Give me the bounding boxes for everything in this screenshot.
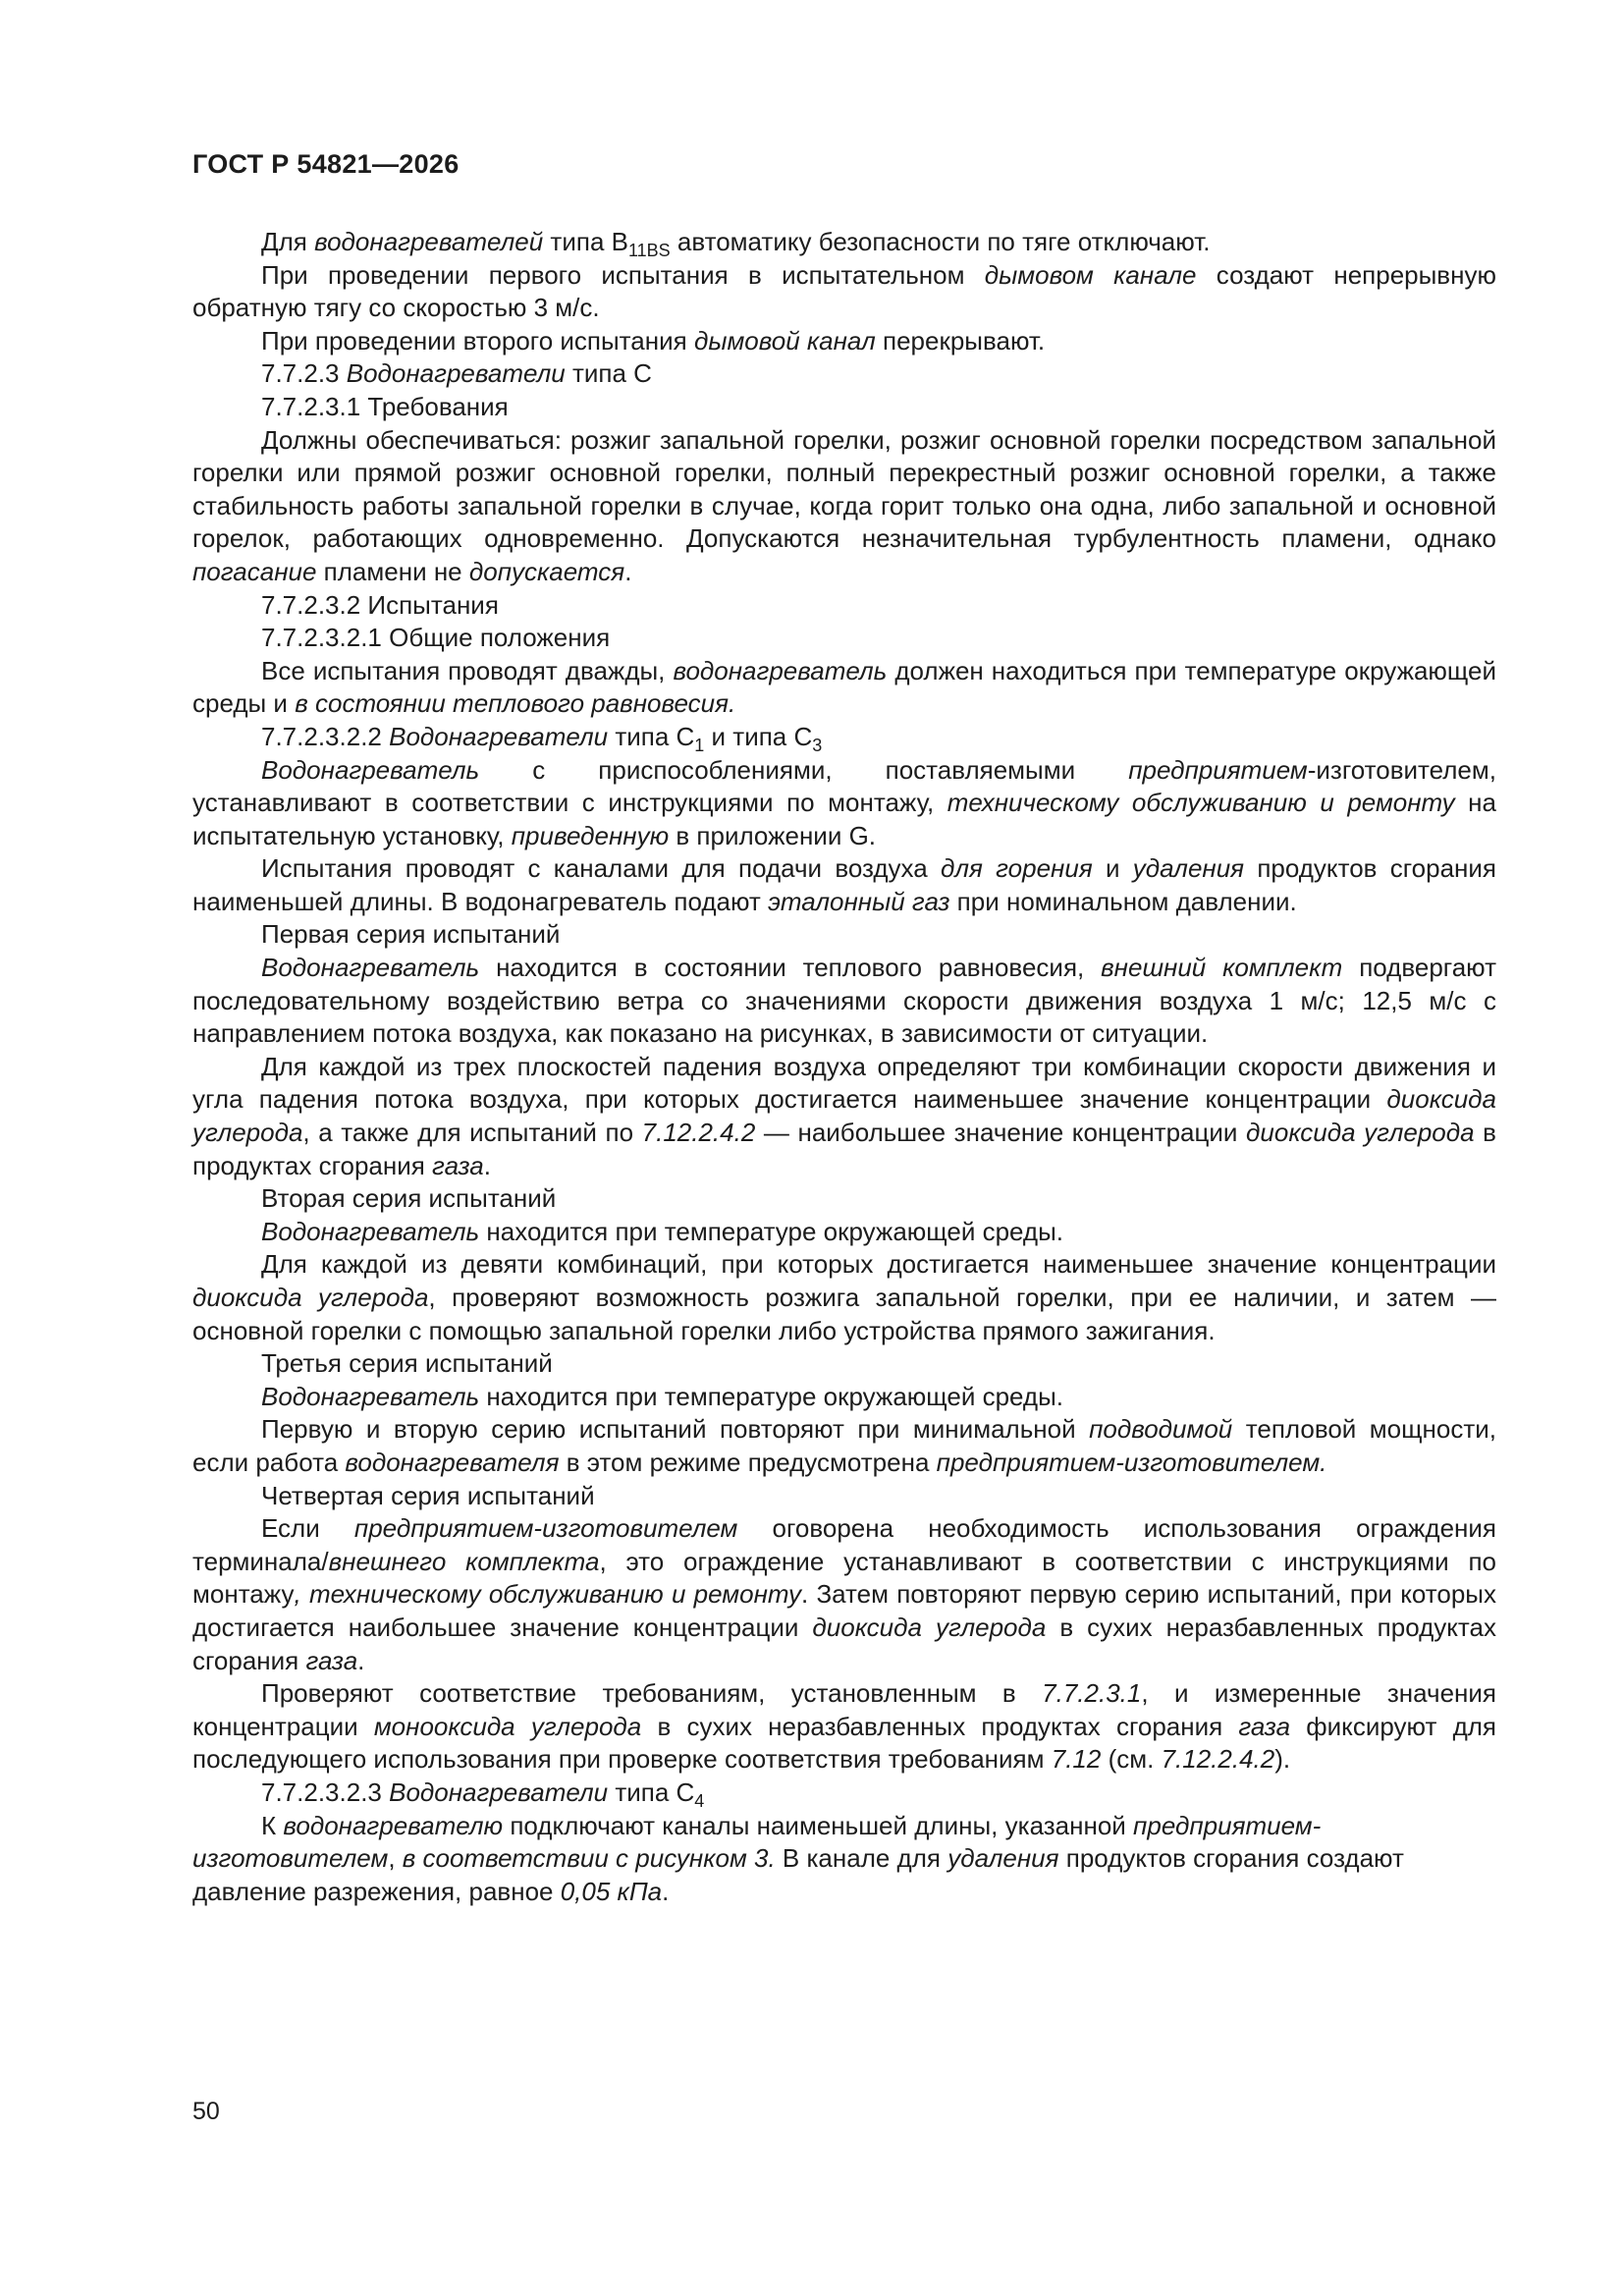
- italic-term: в соответствии с рисунком 3.: [402, 1843, 776, 1874]
- italic-term: 0,05 кПа: [560, 1876, 663, 1906]
- paragraph: [192, 1777, 1496, 1810]
- italic-term: эталонный газ: [768, 886, 950, 916]
- text-run: — наибольшее значение концентрации: [755, 1118, 1247, 1148]
- paragraph: [192, 424, 1496, 589]
- italic-term: газа: [1238, 1711, 1291, 1741]
- italic-term: водонагреватель: [673, 655, 888, 685]
- paragraph: [192, 1512, 1496, 1677]
- text-run: пламени не: [316, 556, 469, 586]
- text-run: , а также для испытаний по: [302, 1118, 642, 1148]
- text-run: продуктов сгорания наименьшей длины. В водонагреватель подают: [192, 853, 1496, 916]
- text-run: Третья серия испытаний: [261, 1348, 553, 1379]
- italic-term: дымовой канал: [693, 325, 876, 355]
- italic-term: газа: [305, 1645, 358, 1675]
- italic-term: Водонагреватели: [346, 358, 566, 389]
- text-run: В канале для: [775, 1843, 948, 1874]
- text-run: в приложении G.: [669, 820, 877, 850]
- paragraph: [192, 952, 1496, 1051]
- text-run: При проведении второго испытания: [261, 325, 694, 355]
- text-run: Все испытания проводят дважды,: [261, 655, 674, 685]
- paragraph: [192, 1347, 1496, 1381]
- text-run: в этом режиме предусмотрена: [559, 1447, 937, 1477]
- paragraph: [192, 325, 1496, 358]
- text-run: в сухих неразбавленных продуктах сгорания: [641, 1711, 1239, 1741]
- text-run: При проведении первого испытания в испытательном: [261, 259, 985, 290]
- paragraph: [192, 357, 1496, 391]
- italic-term: техническому обслуживанию и ремонту: [947, 788, 1455, 818]
- page-number: 50: [192, 2098, 220, 2125]
- italic-term: предприятием-изготовителем: [192, 1810, 1322, 1874]
- italic-term: подводимой: [1089, 1414, 1233, 1445]
- italic-term: предприятием-изготовителем.: [936, 1447, 1327, 1477]
- text-run: , и измеренные значения концентрации: [192, 1678, 1496, 1741]
- text-run: . Затем повторяют первую серию испытаний, при которых достигается наибольшее значение концентрации: [192, 1579, 1496, 1642]
- text-run: 7.7.2.3.2.3: [261, 1777, 390, 1807]
- text-run: Должны обеспечиваться: розжиг запальной горелки, розжиг основной горелки посредством запальной горелки или прямой розжиг основной горелки, полный перекрестный розжиг основной горелки, а также стабильность работы запальной горелки в случае, когда горит только она одна, либо запальной и основной горелок, работающих одновременно. Допускаются незначительная турбулентность пламени, однако: [192, 424, 1496, 554]
- paragraph: [192, 1677, 1496, 1777]
- italic-term: Водонагреватели: [389, 721, 609, 751]
- text-run: .: [624, 556, 632, 586]
- text-run: Для: [261, 227, 315, 256]
- text-run: Первая серия испытаний: [261, 919, 561, 950]
- text-run: Четвертая серия испытаний: [261, 1480, 595, 1510]
- text-run: в продуктах сгорания: [192, 1118, 1496, 1180]
- italic-term: предприятием-изготовителем: [353, 1513, 738, 1544]
- document-header: ГОСТ Р 54821—2026: [192, 149, 460, 179]
- subscript: 1: [694, 735, 705, 755]
- italic-term: внешнего комплекта: [328, 1546, 600, 1576]
- paragraph: [192, 918, 1496, 952]
- paragraph: [192, 1216, 1496, 1249]
- text-run: при номинальном давлении.: [949, 886, 1297, 916]
- italic-term: погасание: [192, 556, 317, 586]
- subscript: 3: [812, 735, 823, 755]
- text-run: Проверяют соответствие требованиям, установленным в: [261, 1678, 1043, 1709]
- italic-term: приведенную: [511, 820, 670, 850]
- paragraph: [192, 1810, 1496, 1909]
- text-run: подключают каналы наименьшей длины, указанной: [503, 1810, 1134, 1840]
- paragraph: [192, 721, 1496, 754]
- italic-term: дымовом канале: [984, 259, 1197, 290]
- italic-term: , техническому обслуживанию и ремонту: [294, 1579, 801, 1610]
- paragraph: [192, 852, 1496, 918]
- subscript: 4: [694, 1790, 705, 1811]
- text-run: -изготовителем, устанавливают в соответствии с инструкциями по монтажу,: [192, 754, 1496, 818]
- text-run: Первую и вторую серию испытаний повторяют при минимальной: [261, 1414, 1090, 1445]
- italic-term: допускается: [468, 556, 625, 586]
- italic-term: для горения: [940, 853, 1093, 884]
- italic-term: диоксида углерода: [1246, 1118, 1475, 1148]
- text-run: Если: [261, 1513, 354, 1544]
- paragraph: [192, 655, 1496, 721]
- text-run: подвергают последовательному воздействию ветра со значениями скорости движения воздуха 1 м/с; 12,5 м/с с направлением потока воздуха, как показано на рисунках, в зависимости от ситуации.: [192, 953, 1496, 1049]
- italic-term: Водонагреватели: [389, 1777, 609, 1807]
- italic-term: в состоянии теплового равновесия.: [295, 688, 736, 719]
- italic-term: 7.12: [1051, 1744, 1102, 1775]
- italic-term: монооксида углерода: [373, 1711, 642, 1741]
- text-run: , это ограждение устанавливают в соответствии с инструкциями по монтажу: [192, 1546, 1496, 1610]
- paragraph: [192, 259, 1496, 325]
- italic-term: 7.12.2.4.2: [1161, 1744, 1275, 1775]
- text-run: находится при температуре окружающей среды.: [479, 1216, 1064, 1246]
- italic-term: водонагревателей: [314, 227, 544, 256]
- text-run: К: [261, 1810, 284, 1840]
- text-run: Для каждой из девяти комбинаций, при которых достигается наименьшее значение концентрации: [261, 1249, 1496, 1280]
- text-run: тепловой мощности, если работа: [192, 1414, 1497, 1477]
- paragraph: [192, 1413, 1496, 1479]
- text-run: 7.7.2.3.2 Испытания: [261, 589, 499, 620]
- text-run: типа B: [543, 227, 628, 256]
- text-run: продуктов сгорания создают давление разрежения, равное: [192, 1843, 1404, 1906]
- text-run: находится при температуре окружающей среды.: [479, 1381, 1064, 1411]
- italic-term: диоксида углерода: [812, 1612, 1047, 1642]
- italic-term: 7.7.2.3.1: [1042, 1678, 1142, 1709]
- text-run: и типа С: [704, 721, 813, 751]
- text-run: создают непрерывную обратную тягу со скоростью 3 м/с.: [192, 259, 1496, 323]
- italic-term: Водонагреватель: [261, 1216, 480, 1246]
- paragraph: [192, 1248, 1496, 1347]
- paragraph: [192, 754, 1496, 853]
- italic-term: внешний комплект: [1101, 953, 1343, 983]
- italic-term: Водонагреватель: [261, 754, 480, 785]
- text-run: .: [483, 1150, 491, 1180]
- subscript: 11BS: [627, 241, 671, 260]
- text-run: с приспособлениями, поставляемыми: [479, 754, 1129, 785]
- text-run: типа С: [565, 358, 652, 389]
- text-run: 7.7.2.3.1 Требования: [261, 391, 509, 421]
- document-body: [192, 226, 1496, 1908]
- text-run: (см.: [1101, 1744, 1162, 1775]
- italic-term: предприятием: [1128, 754, 1308, 785]
- text-run: , проверяют возможность розжига запальной горелки, при ее наличии, и затем — основной горелки с помощью запальной горелки либо устройства прямого зажигания.: [192, 1283, 1496, 1345]
- italic-term: удаления: [947, 1843, 1059, 1874]
- italic-term: газа: [432, 1150, 484, 1180]
- italic-term: водонагревателя: [345, 1447, 560, 1477]
- text-run: .: [662, 1876, 670, 1906]
- text-run: ).: [1274, 1744, 1291, 1775]
- text-run: типа С: [608, 1777, 695, 1807]
- text-run: .: [357, 1645, 365, 1675]
- paragraph: [192, 1182, 1496, 1216]
- italic-term: 7.12.2.4.2: [641, 1118, 756, 1148]
- italic-term: Водонагреватель: [261, 953, 480, 983]
- italic-term: удаления: [1132, 853, 1245, 884]
- text-run: на испытательную установку,: [192, 788, 1496, 850]
- text-run: Испытания проводят с каналами для подачи воздуха: [261, 853, 941, 884]
- paragraph: [192, 391, 1496, 424]
- paragraph: [192, 622, 1496, 655]
- text-run: в сухих неразбавленных продуктах сгорания: [192, 1612, 1496, 1675]
- paragraph: [192, 589, 1496, 623]
- text-run: ,: [388, 1843, 403, 1874]
- text-run: типа С: [608, 721, 695, 751]
- text-run: должен находиться при температуре окружающей среды и: [192, 655, 1497, 719]
- paragraph: [192, 1051, 1496, 1182]
- italic-term: Водонагреватель: [261, 1381, 480, 1411]
- text-run: 7.7.2.3.2.2: [261, 721, 390, 751]
- text-run: 7.7.2.3: [261, 358, 347, 389]
- paragraph: [192, 226, 1496, 259]
- text-run: находится в состоянии теплового равновесия,: [479, 953, 1102, 983]
- text-run: Вторая серия испытаний: [261, 1183, 557, 1214]
- text-run: и: [1092, 853, 1133, 884]
- italic-term: диоксида углерода: [192, 1283, 429, 1312]
- text-run: 7.7.2.3.2.1 Общие положения: [261, 623, 611, 653]
- italic-term: водонагревателю: [283, 1810, 504, 1840]
- text-run: фиксируют для последующего использования при проверке соответствия требованиям: [192, 1711, 1496, 1775]
- paragraph: [192, 1480, 1496, 1513]
- text-run: Для каждой из трех плоскостей падения воздуха определяют три комбинации скорости движения и угла падения потока воздуха, при которых достигается наименьшее значение концентрации: [192, 1051, 1496, 1115]
- text-run: перекрывают.: [875, 325, 1046, 355]
- text-run: оговорена необходимость использования ограждения терминала/: [192, 1513, 1496, 1576]
- italic-term: диоксида углерода: [192, 1084, 1496, 1148]
- paragraph: [192, 1381, 1496, 1414]
- text-run: автоматику безопасности по тяге отключают.: [670, 227, 1211, 256]
